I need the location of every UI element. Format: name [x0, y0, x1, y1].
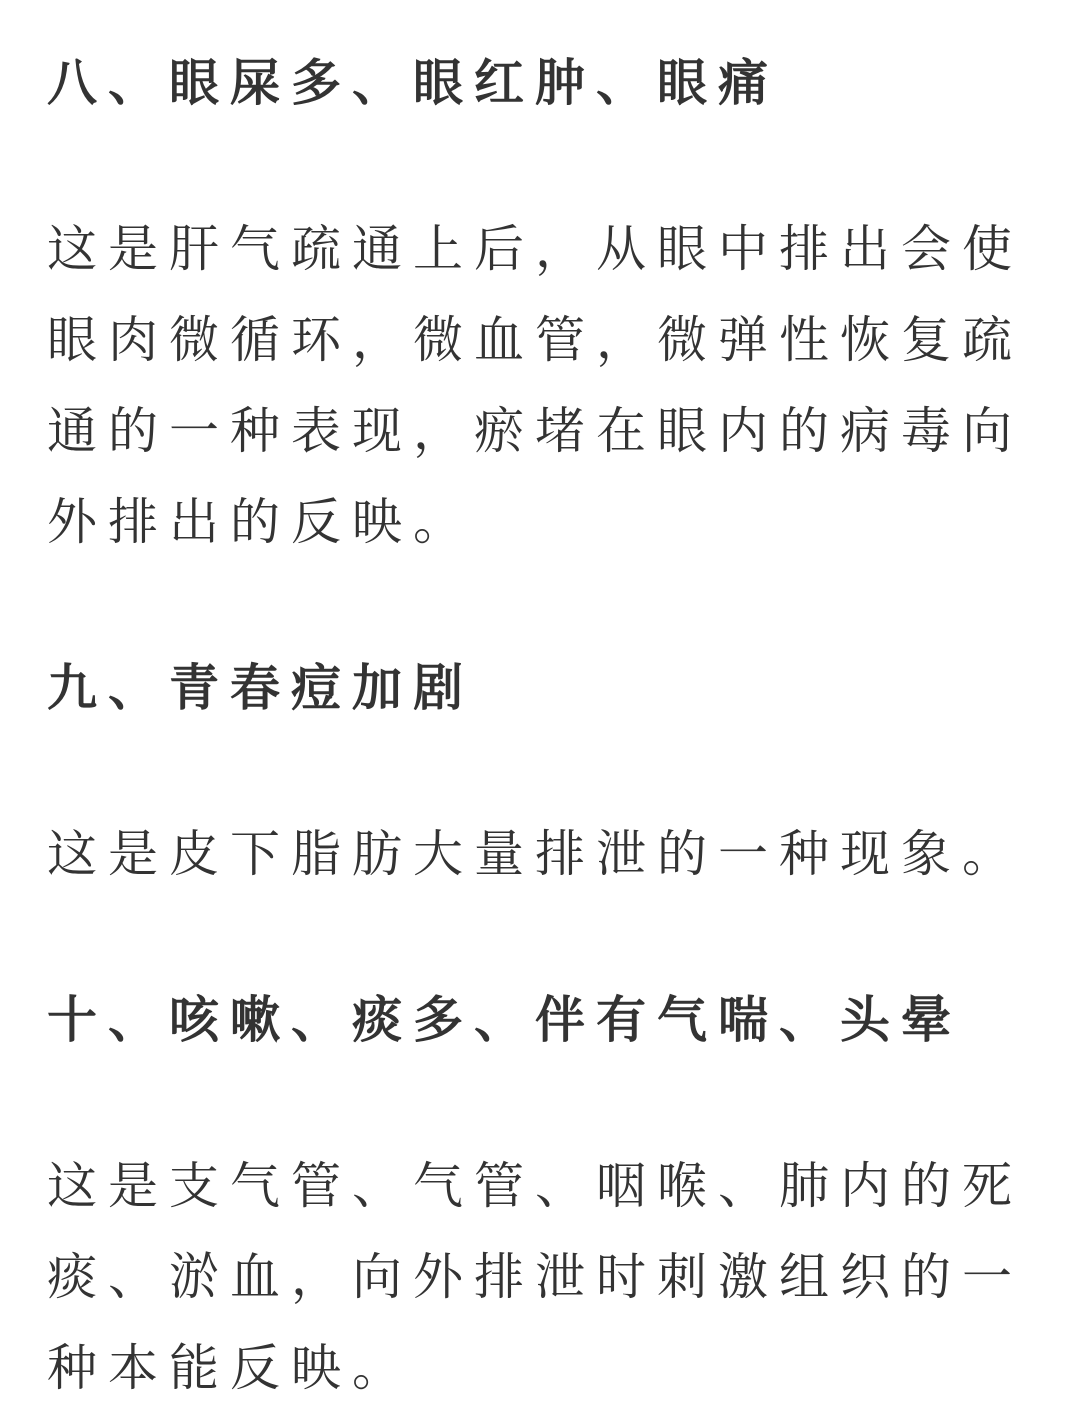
section-paragraph-10 — [47, 1141, 1030, 1414]
section-heading-9: 九、青春痘加剧 — [47, 660, 474, 716]
paragraph-line: 这是肝气疏通上后，从眼中排出会使 — [47, 221, 1023, 277]
paragraph-line: 痰、淤血，向外排泄时刺激组织的一 — [47, 1249, 1023, 1305]
paragraph-line: 这是支气管、气管、咽喉、肺内的死 — [47, 1158, 1023, 1214]
paragraph-line: 这是皮下脂肪大量排泄的一种现象。 — [47, 826, 1023, 882]
paragraph-line: 种本能反映。 — [47, 1340, 413, 1396]
section-paragraph-8 — [47, 204, 1030, 568]
paragraph-line: 眼肉微循环，微血管，微弹性恢复疏 — [47, 312, 1023, 368]
section-paragraph-9 — [47, 809, 1030, 900]
paragraph-line: 通的一种表现，瘀堵在眼内的病毒向 — [47, 403, 1023, 459]
section-heading-8: 八、眼屎多、眼红肿、眼痛 — [47, 55, 779, 111]
paragraph-line: 外排出的反映。 — [47, 494, 474, 550]
section-heading-10: 十、咳嗽、痰多、伴有气喘、头晕 — [47, 992, 962, 1048]
